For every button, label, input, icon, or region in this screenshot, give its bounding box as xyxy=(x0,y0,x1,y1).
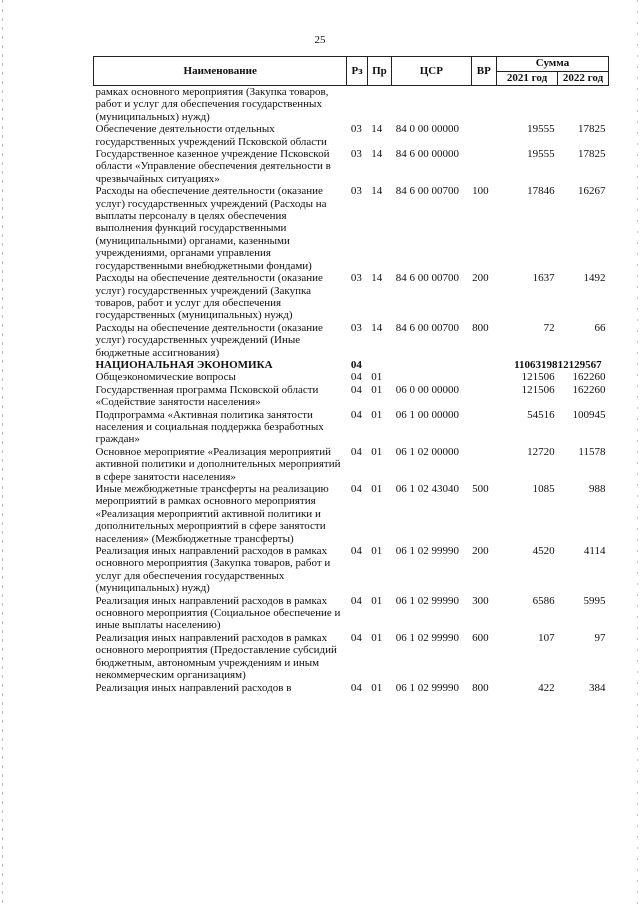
row-amount-2021-cell: 121506 xyxy=(521,371,555,384)
table-body xyxy=(94,86,609,694)
header-year-2022: 2022 год xyxy=(558,71,609,86)
table-row xyxy=(94,272,609,322)
table-row xyxy=(94,371,609,383)
row-name-cell: Расходы на обеспечение деятельности (оказание услуг) государственных учреждений (Расходы на выплаты персоналу в целях обеспечения выполнения функций государственными (муниципальными) органами, казенными учреждениями, органами управления государственными внебюджетными фондами) xyxy=(95,185,327,272)
table-row xyxy=(94,384,609,409)
row-pr-cell: 01 xyxy=(371,371,383,384)
row-amount-2022-cell: 12129567 xyxy=(557,358,602,371)
row-pr-cell: 01 xyxy=(371,408,383,421)
table-row xyxy=(94,359,609,371)
row-csr-cell: 06 1 02 43040 xyxy=(395,483,459,495)
row-rz-cell: 04 xyxy=(350,445,362,458)
row-pr-cell xyxy=(367,86,391,124)
row-amount-2022-cell: 5995 xyxy=(583,594,606,607)
row-vr-cell: 100 xyxy=(472,185,489,198)
row-name-cell: Обеспечение деятельности отдельных государственных учреждений Псковской области xyxy=(95,123,327,148)
row-amount-2022-cell: 988 xyxy=(589,483,606,495)
row-name-cell: Реализация иных направлений расходов в рамках основного мероприятия (Социальное обеспечение и иные выплаты населению) xyxy=(95,594,341,632)
row-name-cell: Общеэкономические вопросы xyxy=(95,371,236,384)
row-csr-cell: 84 0 00 00000 xyxy=(395,123,459,136)
table-row xyxy=(94,322,609,359)
row-csr-cell: 84 6 00 00700 xyxy=(395,321,459,334)
row-csr-cell: 06 1 02 00000 xyxy=(395,445,459,458)
row-amount-2021-cell: 121506 xyxy=(521,383,555,396)
row-csr-cell: 06 1 02 99990 xyxy=(395,631,459,644)
row-pr-cell: 01 xyxy=(371,483,383,495)
row-name-cell: Расходы на обеспечение деятельности (оказание услуг) государственных учреждений (Иные бюджетные ассигнования) xyxy=(95,321,323,359)
scan-edge-right xyxy=(637,0,638,905)
table-row xyxy=(94,86,609,124)
row-vr-cell xyxy=(471,148,496,185)
row-amount-2022-cell: 16267 xyxy=(578,185,606,198)
row-amount-2021-cell: 17846 xyxy=(527,185,555,198)
row-rz-cell: 04 xyxy=(350,358,362,371)
row-amount-2021-cell: 72 xyxy=(543,321,555,334)
row-csr-cell xyxy=(392,86,471,124)
row-rz-cell: 04 xyxy=(350,594,362,607)
row-amount-2022-cell: 4114 xyxy=(583,545,606,558)
row-pr-cell: 01 xyxy=(371,594,383,607)
row-amount-2021-cell xyxy=(497,86,558,124)
row-vr-cell xyxy=(471,371,496,383)
row-pr-cell: 01 xyxy=(371,631,383,644)
row-csr-cell xyxy=(392,359,471,371)
row-rz-cell: 04 xyxy=(350,681,362,694)
row-amount-2021-cell: 11063198 xyxy=(514,358,558,371)
row-amount-2022-cell: 97 xyxy=(594,631,606,644)
table-header xyxy=(94,57,609,86)
row-pr-cell: 14 xyxy=(371,321,383,334)
header-csr: ЦСР xyxy=(392,57,471,86)
row-name-cell: Государственная программа Псковской области «Содействие занятости населения» xyxy=(95,383,319,409)
row-amount-2022-cell: 66 xyxy=(594,321,606,334)
row-amount-2021-cell: 19555 xyxy=(527,148,555,161)
row-name-cell: Реализация иных направлений расходов в рамках основного мероприятия (Закупка товаров, работ и услуг для обеспечения государственных (муниципальных) нужд) xyxy=(95,545,331,595)
budget-table xyxy=(93,56,609,694)
row-name-cell: НАЦИОНАЛЬНАЯ ЭКОНОМИКА xyxy=(95,358,273,371)
row-name-cell: рамках основного мероприятия (Закупка товаров, работ и услуг для обеспечения государственных (муниципальных) нужд) xyxy=(95,86,329,123)
table-row xyxy=(94,123,609,148)
header-year-2021: 2021 год xyxy=(497,71,558,86)
row-pr-cell: 14 xyxy=(371,148,383,161)
header-sum: Сумма xyxy=(497,57,609,72)
table-row xyxy=(94,409,609,446)
row-csr-cell xyxy=(392,371,471,383)
row-vr-cell xyxy=(471,123,496,148)
header-vr: ВР xyxy=(471,57,496,86)
scan-edge-left xyxy=(2,0,3,905)
row-amount-2022-cell xyxy=(558,86,609,124)
row-pr-cell: 01 xyxy=(371,445,383,458)
row-rz-cell: 03 xyxy=(350,185,362,198)
table-row xyxy=(94,545,609,595)
row-amount-2021-cell: 107 xyxy=(538,631,555,644)
row-amount-2022-cell: 17825 xyxy=(578,123,606,136)
table-row xyxy=(94,148,609,185)
row-amount-2022-cell: 384 xyxy=(589,681,606,694)
row-rz-cell: 04 xyxy=(350,371,362,384)
row-csr-cell: 06 1 02 99990 xyxy=(395,594,459,607)
table-row xyxy=(94,185,609,272)
row-rz-cell: 04 xyxy=(350,383,362,396)
row-vr-cell xyxy=(471,384,496,409)
budget-table-container xyxy=(93,56,609,694)
row-amount-2021-cell: 6586 xyxy=(532,594,555,607)
row-vr-cell: 300 xyxy=(472,594,489,607)
row-vr-cell: 800 xyxy=(472,681,489,694)
row-rz-cell: 04 xyxy=(350,631,362,644)
row-pr-cell: 14 xyxy=(371,123,383,136)
row-amount-2022-cell: 1492 xyxy=(583,272,606,285)
row-name-cell: Основное мероприятие «Реализация мероприятий активной политики и дополнительных мероприятий в сфере занятости населения» xyxy=(95,445,341,483)
row-name-cell: Расходы на обеспечение деятельности (оказание услуг) государственных учреждений (Закупка товаров, работ и услуг для обеспечения государственных (муниципальных) нужд) xyxy=(95,272,323,322)
row-vr-cell xyxy=(471,359,496,371)
table-row xyxy=(94,595,609,632)
row-amount-2021-cell: 54516 xyxy=(527,408,555,421)
row-amount-2022-cell: 162260 xyxy=(572,371,606,384)
row-pr-cell: 14 xyxy=(371,185,383,198)
row-vr-cell xyxy=(471,86,496,124)
row-csr-cell: 06 1 02 99990 xyxy=(395,545,459,558)
row-csr-cell: 06 1 02 99990 xyxy=(395,681,459,694)
row-amount-2021-cell: 12720 xyxy=(527,445,555,458)
table-row xyxy=(94,682,609,694)
row-vr-cell xyxy=(471,446,496,483)
row-name-cell: Реализация иных направлений расходов в xyxy=(95,681,292,694)
row-rz-cell: 03 xyxy=(350,148,362,161)
row-amount-2022-cell: 11578 xyxy=(578,445,606,458)
row-name-cell: Иные межбюджетные трансферты на реализацию мероприятий в рамках основного мероприятия «Реализация мероприятий активной политики и дополнительных мероприятий в сфере занятости населения» (Межбюджетные трансферты) xyxy=(95,483,329,545)
row-pr-cell: 01 xyxy=(371,383,383,396)
row-rz-cell: 03 xyxy=(350,272,362,285)
row-vr-cell: 200 xyxy=(472,272,489,285)
row-rz-cell: 04 xyxy=(350,483,362,495)
row-amount-2022-cell: 100945 xyxy=(572,408,606,421)
row-name-cell: Подпрограмма «Активная политика занятости населения и социальная поддержка безработных граждан» xyxy=(95,408,324,446)
header-pr: Пр xyxy=(367,57,391,86)
row-csr-cell: 84 6 00 00700 xyxy=(395,272,459,285)
row-amount-2021-cell: 19555 xyxy=(527,123,555,136)
row-vr-cell: 800 xyxy=(472,321,489,334)
row-amount-2021-cell: 422 xyxy=(538,681,555,694)
table-row xyxy=(94,446,609,483)
row-csr-cell: 84 6 00 00000 xyxy=(395,148,459,161)
row-pr-cell: 01 xyxy=(371,681,383,694)
row-name-cell: Государственное казенное учреждение Псковской области «Управление обеспечения деятельности в чрезвычайных ситуациях» xyxy=(95,148,331,185)
row-rz-cell: 04 xyxy=(350,408,362,421)
row-amount-2021-cell: 1637 xyxy=(532,272,555,285)
header-rz: Рз xyxy=(347,57,367,86)
row-pr-cell xyxy=(367,359,391,371)
row-csr-cell: 84 6 00 00700 xyxy=(395,185,459,198)
row-vr-cell: 600 xyxy=(472,631,489,644)
row-rz-cell: 03 xyxy=(350,123,362,136)
row-amount-2021-cell: 4520 xyxy=(532,545,555,558)
row-vr-cell: 200 xyxy=(472,545,489,558)
row-pr-cell: 14 xyxy=(371,272,383,285)
row-amount-2022-cell: 162260 xyxy=(572,383,606,396)
row-amount-2021-cell: 1085 xyxy=(532,483,555,495)
row-csr-cell: 06 1 00 00000 xyxy=(395,408,459,421)
row-vr-cell: 500 xyxy=(472,483,489,495)
row-name-cell: Реализация иных направлений расходов в рамках основного мероприятия (Предоставление субсидий бюджетным, автономным учреждениям и иным некоммерческим организациям) xyxy=(95,631,337,682)
row-rz-cell: 04 xyxy=(350,545,362,558)
row-pr-cell: 01 xyxy=(371,545,383,558)
page-number: 25 xyxy=(314,34,326,46)
header-name: Наименование xyxy=(94,57,347,86)
row-csr-cell: 06 0 00 00000 xyxy=(395,383,459,396)
row-rz-cell: 03 xyxy=(350,321,362,334)
row-amount-2022-cell: 17825 xyxy=(578,148,606,161)
table-row xyxy=(94,632,609,682)
row-vr-cell xyxy=(471,409,496,446)
row-rz-cell xyxy=(347,86,367,124)
table-row xyxy=(94,483,609,545)
